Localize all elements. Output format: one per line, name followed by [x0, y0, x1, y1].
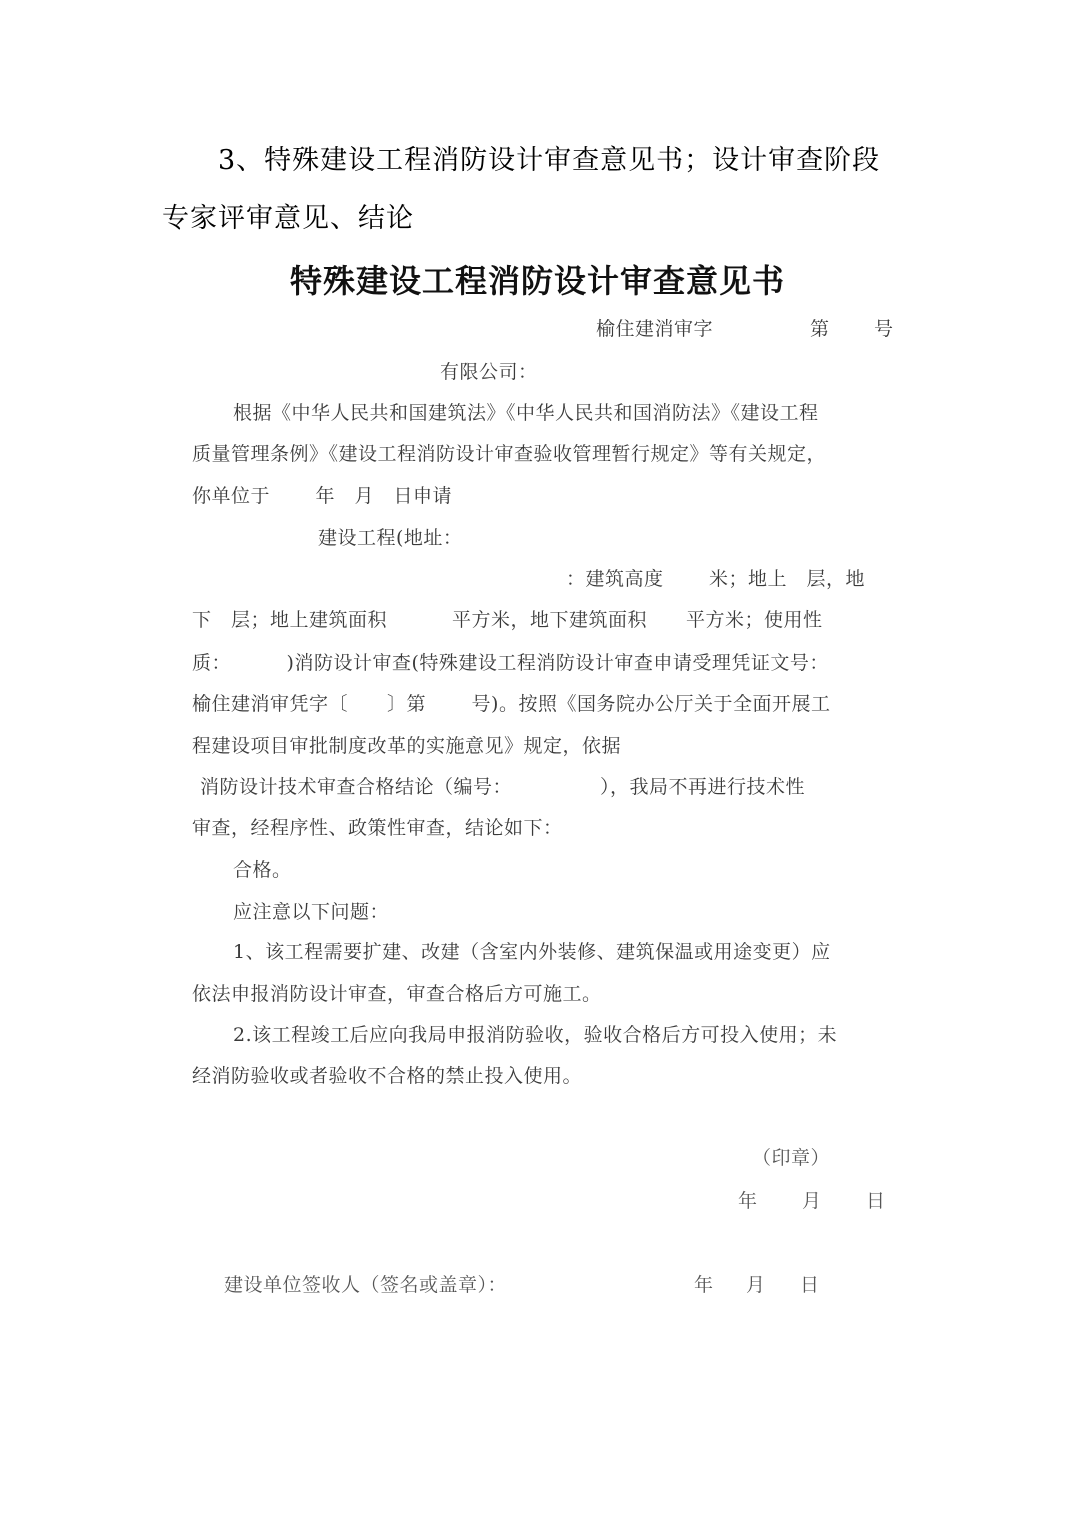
doc-number-prefix: 榆住建消审字 [596, 318, 714, 340]
addressee: 有限公司： [440, 361, 538, 383]
receiver-date-year: 年 [694, 1274, 714, 1296]
issue-date-day: 日 [866, 1190, 886, 1212]
notes-heading: 应注意以下问题： [233, 901, 390, 923]
doc-number-di: 第 [810, 318, 830, 340]
conclusion-qualified: 合格。 [233, 859, 292, 881]
issue-date-year: 年 [738, 1190, 758, 1212]
receiver-date-day: 日 [800, 1274, 820, 1296]
body-line-10: 消防设计技术审查合格结论（编号： ），我局不再进行技术性 [200, 776, 806, 798]
body-line-5: ：建筑高度 米；地上 层，地 [566, 568, 866, 590]
note-1-line-2: 依法申报消防设计审查，审查合格后方可施工。 [192, 983, 602, 1005]
body-line-9: 程建设项目审批制度改革的实施意见》规定，依据 [192, 735, 622, 757]
body-line-1: 根据《中华人民共和国建筑法》《中华人民共和国消防法》《建设工程 [233, 402, 819, 424]
receiver-date-month: 月 [746, 1274, 766, 1296]
body-line-7: 质： )消防设计审查(特殊建设工程消防设计审查申请受理凭证文号： [192, 652, 829, 674]
body-line-8: 榆住建消审凭字〔 〕第 号)。按照《国务院办公厅关于全面开展工 [192, 693, 831, 715]
issue-date-month: 月 [802, 1190, 822, 1212]
doc-number-hao: 号 [874, 318, 894, 340]
body-line-4: 建设工程(地址： [318, 527, 463, 549]
body-line-6: 下 层；地上建筑面积 平方米，地下建筑面积 平方米；使用性 [192, 609, 823, 631]
note-2-line-2: 经消防验收或者验收不合格的禁止投入使用。 [192, 1065, 583, 1087]
note-1-line-1: 1、该工程需要扩建、改建（含室内外装修、建筑保温或用途变更）应 [233, 941, 831, 963]
body-line-3: 你单位于 年 月 日申请 [192, 485, 453, 507]
body-line-2: 质量管理条例》《建设工程消防设计审查验收管理暂行规定》等有关规定， [192, 443, 827, 465]
receiver-label: 建设单位签收人（签名或盖章）： [224, 1274, 508, 1296]
form-title: 特殊建设工程消防设计审查意见书 [290, 262, 786, 300]
section-heading-line-2: 专家评审意见、结论 [162, 203, 414, 234]
section-heading-line-1: 3、特殊建设工程消防设计审查意见书；设计审查阶段 [218, 145, 881, 176]
body-line-11: 审查，经程序性、政策性审查，结论如下： [192, 817, 563, 839]
seal-label: （印章） [752, 1147, 831, 1169]
note-2-line-1: 2.该工程竣工后应向我局申报消防验收，验收合格后方可投入使用；未 [233, 1024, 838, 1046]
